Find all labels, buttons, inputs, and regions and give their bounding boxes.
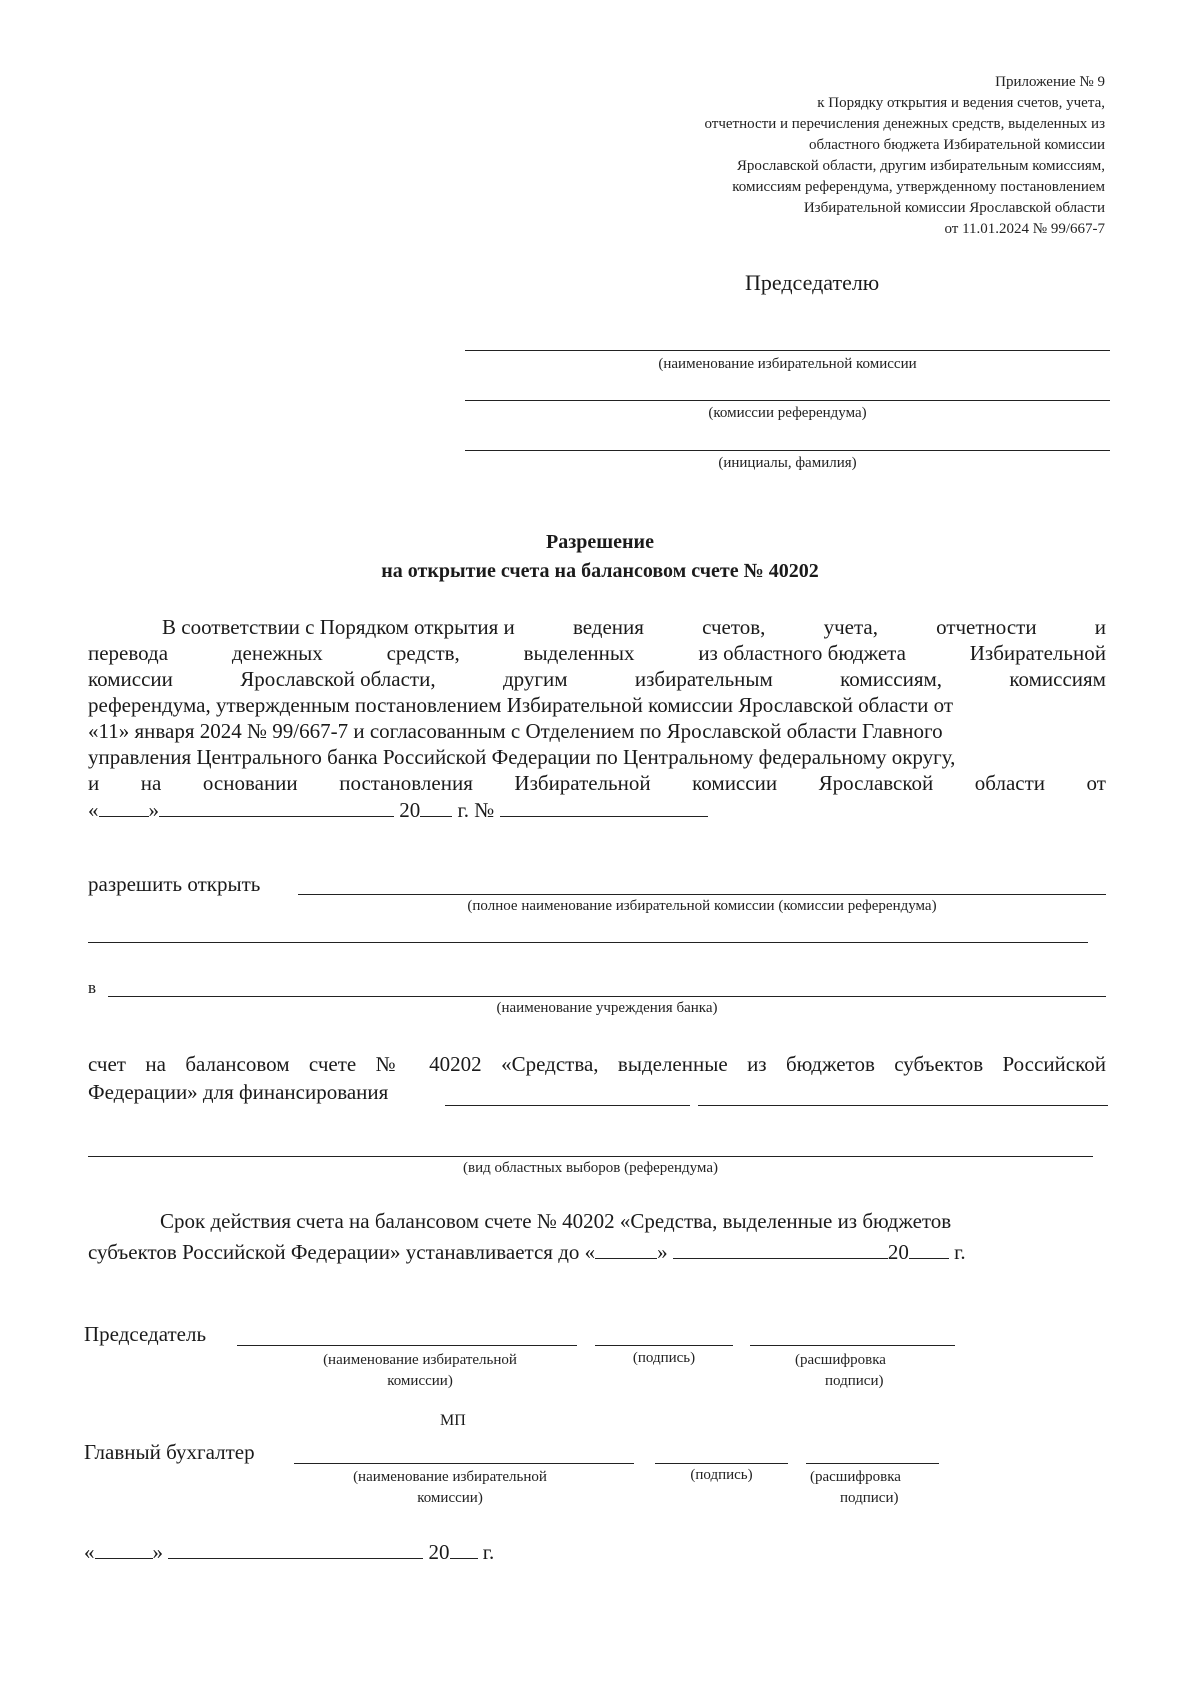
word: от [1086,771,1106,795]
accountant-decoding-caption [810,1467,950,1509]
word: средств, [386,641,460,665]
quote-close: » [148,798,159,822]
resolution-number-field[interactable] [500,796,708,817]
commission-full-name-caption: (полное наименование избирательной комиссии (комиссии референдума) [467,898,937,914]
word: В соответствии с Порядком открытия и [162,615,515,639]
accountant-label: Главный бухгалтер [84,1440,255,1464]
chair-name-caption [290,1350,550,1392]
commission-full-name-field[interactable] [298,894,1106,895]
chair-signature-field[interactable] [595,1345,733,1346]
chair-commission-name-field[interactable] [237,1345,577,1346]
word: счетов, [702,615,766,639]
quote-close: » [657,1240,668,1264]
word: Избирательной [514,771,651,795]
final-month-field[interactable] [168,1538,423,1559]
term-line-2 [88,1238,966,1265]
appendix-line: Приложение № 9 [995,74,1105,90]
year-prefix: 20 [399,798,421,822]
word: перевода [88,641,169,665]
resolution-year-field[interactable] [420,796,452,817]
chair-signature-caption: (подпись) [632,1350,696,1366]
word: основании [202,771,298,795]
chair-decoding-field[interactable] [750,1345,955,1346]
word: другим [502,667,568,691]
account-line-1: счет на балансовом счете № 40202 «Средства, выделенные из бюджетов субъектов Российской [88,1052,1106,1076]
caption-line: комиссии) [417,1490,483,1506]
word: постановления [339,771,473,795]
account-line-2 [88,1080,388,1105]
initials-line[interactable] [465,450,1110,451]
appendix-line: отчетности и перечисления денежных средств, выделенных из [704,116,1105,132]
word: избирательным [634,667,773,691]
caption-line: (наименование избирательной [353,1469,547,1485]
caption-line: (наименование избирательной [323,1352,517,1368]
final-day-field[interactable] [95,1538,153,1559]
resolution-day-field[interactable] [99,796,149,817]
intro-line-7 [88,770,1106,796]
intro-line-6: управления Центрального банка Российской Федерации по Центральному федеральному округу, [88,745,956,769]
word: Избирательной [969,641,1106,665]
financing-field-2[interactable] [698,1105,1108,1106]
accountant-signature-caption: (подпись) [690,1467,753,1483]
caption-line: (расшифровка [795,1352,886,1368]
word: Ярославской области, [240,667,436,691]
accountant-commission-name-field[interactable] [294,1463,634,1464]
quote-open: « [84,1540,95,1564]
term-year-prefix: 20 [887,1240,909,1264]
appendix-line: комиссиям референдума, утвержденному постановлением [732,179,1105,195]
quote-close: » [152,1540,163,1564]
commission-name-caption: (наименование избирательной комиссии [658,356,917,372]
appendix-line: Ярославской области, другим избирательным комиссиям, [736,158,1105,174]
word: из областного бюджета [698,641,906,665]
chair-decoding-caption [770,1350,940,1392]
word: и [1094,615,1106,639]
word: денежных [231,641,323,665]
word: выделенных [523,641,635,665]
title-line-2: на открытие счета на балансовом счете № 40202 [381,560,819,582]
word: отчетности [936,615,1037,639]
resolution-date-line [88,796,1106,823]
caption-line: подписи) [825,1373,884,1389]
bank-name-caption: (наименование учреждения банка) [496,1000,718,1016]
word: на [140,771,162,795]
word: ведения [572,615,644,639]
referendum-commission-line[interactable] [465,400,1110,401]
commission-name-line[interactable] [465,350,1110,351]
title-line-1: Разрешение [546,531,654,553]
intro-paragraph [88,614,1106,823]
accountant-signature-field[interactable] [655,1463,788,1464]
appendix-line: к Порядку открытия и ведения счетов, учета, [817,95,1105,111]
document-title [0,528,1200,586]
accountant-name-caption [320,1467,580,1509]
resolution-number-label: г. № [457,798,495,822]
financing-field-1[interactable] [445,1105,690,1106]
elections-type-field[interactable] [88,1156,1093,1157]
referendum-commission-caption: (комиссии референдума) [708,405,867,421]
chair-label: Председатель [84,1322,207,1346]
term-year-field[interactable] [909,1238,949,1259]
term-text: субъектов Российской Федерации» устанавливается до « [88,1240,596,1264]
term-year-suffix: г. [954,1240,966,1264]
caption-line: комиссии) [387,1373,453,1389]
in-label: в [88,978,97,997]
appendix-note [705,72,1106,240]
stamp-place: МП [440,1412,466,1429]
intro-line-1 [88,614,1106,640]
word: комиссии [692,771,778,795]
intro-line-3 [88,666,1106,692]
appendix-line: Избирательной комиссии Ярославской области [803,200,1105,216]
intro-line-4: референдума, утвержденным постановлением Избирательной комиссии Ярославской области от [88,693,954,717]
financing-label: Федерации» для финансирования [88,1080,389,1104]
word: комиссии [88,667,173,691]
resolution-month-field[interactable] [159,796,394,817]
word: комиссиям, [840,667,943,691]
word: Ярославской [818,771,934,795]
final-year-field[interactable] [450,1538,478,1559]
initials-caption: (инициалы, фамилия) [718,455,857,471]
word: учета, [823,615,878,639]
word: и [88,771,100,795]
commission-full-name-field-continued[interactable] [88,942,1088,943]
bank-name-field[interactable] [108,996,1106,997]
addressee-title: Председателю [745,270,880,295]
caption-line: подписи) [840,1490,899,1506]
intro-line-2 [88,640,1106,666]
term-day-field[interactable] [595,1238,657,1259]
caption-line: (расшифровка [810,1469,901,1485]
accountant-decoding-field[interactable] [806,1463,939,1464]
appendix-line: областного бюджета Избирательной комиссии [808,137,1105,153]
final-year-prefix: 20 [428,1540,450,1564]
word: области [974,771,1045,795]
quote-open: « [88,798,99,822]
term-line-1: Срок действия счета на балансовом счете № 40202 «Средства, выделенные из бюджетов [160,1209,952,1233]
term-month-field[interactable] [673,1238,888,1259]
permit-label: разрешить открыть [88,872,261,896]
final-date-line [84,1538,494,1565]
word: комиссиям [1009,667,1106,691]
intro-line-5: «11» января 2024 № 99/667-7 и согласованным с Отделением по Ярославской области Главного [88,719,943,743]
elections-type-caption: (вид областных выборов (референдума) [463,1160,718,1176]
final-year-suffix: г. [482,1540,495,1564]
appendix-line: от 11.01.2024 № 99/667-7 [944,221,1105,237]
